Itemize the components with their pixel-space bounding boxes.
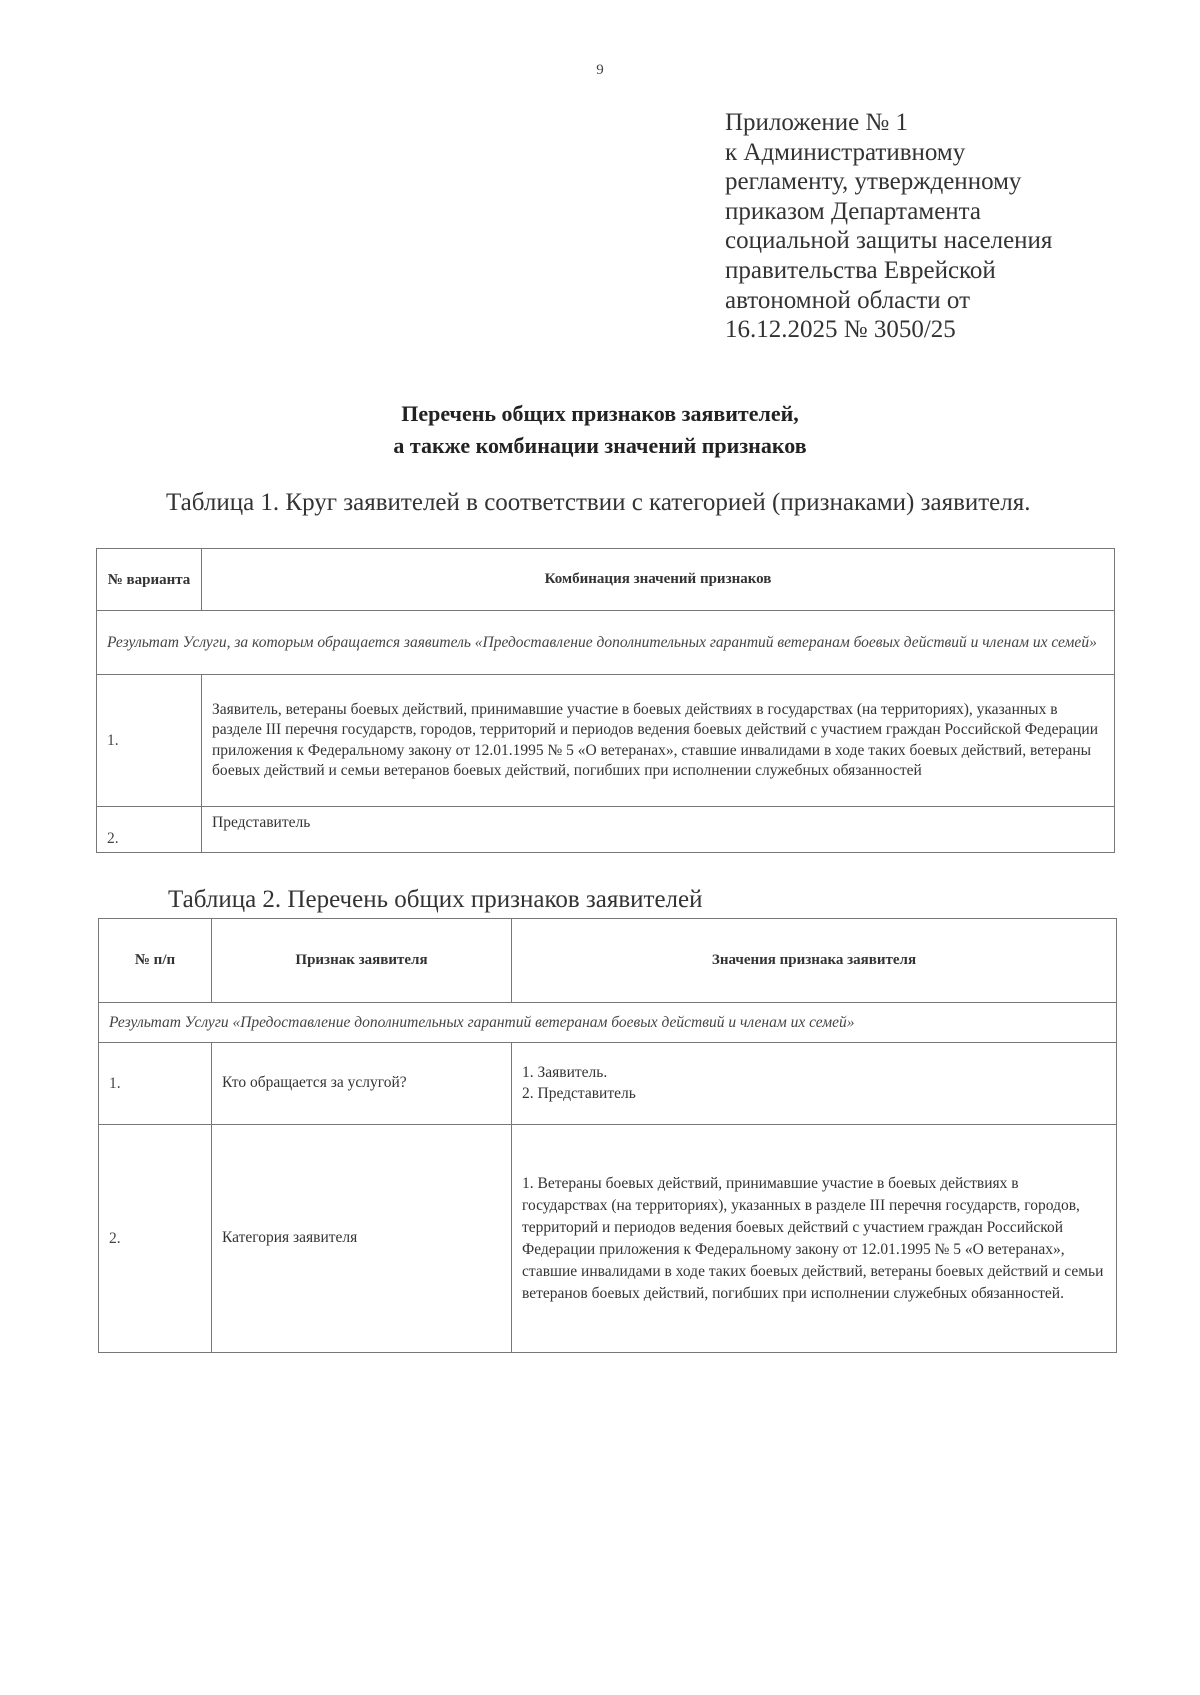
table-row (99, 1125, 1117, 1353)
appendix-line: приказом Департамента (725, 197, 981, 225)
table2-header-values: Значения признака заявителя (512, 919, 1117, 1003)
appendix-block (725, 108, 1145, 345)
table2-row-attribute: Категория заявителя (212, 1125, 512, 1353)
table2-result-text: Результат Услуги «Предоставление дополнительных гарантий ветеранам боевых действий и членам их семей» (99, 1003, 1117, 1043)
table2 (98, 918, 1117, 1353)
table2-header-number: № п/п (99, 919, 212, 1003)
table1-row-number: 1. (97, 675, 202, 807)
appendix-line: Приложение № 1 (725, 109, 909, 136)
table1-header-combination: Комбинация значений признаков (202, 549, 1115, 611)
table2-header-attribute: Признак заявителя (212, 919, 512, 1003)
appendix-line: регламенту, утвержденному (725, 168, 1022, 196)
appendix-line: автономной области от (725, 286, 971, 314)
table1-result-row (97, 611, 1115, 675)
table-row (99, 1043, 1117, 1125)
table1 (96, 548, 1115, 853)
table2-row-number: 1. (99, 1043, 212, 1125)
table2-result-row (99, 1003, 1117, 1043)
table1-header-number: № варианта (97, 549, 202, 611)
appendix-line: социальной защиты населения (725, 227, 1053, 255)
table2-row-values (512, 1125, 1117, 1353)
appendix-line: к Административному (725, 138, 966, 166)
document-title (0, 398, 1200, 462)
table2-row-attribute: Кто обращается за услугой? (212, 1043, 512, 1125)
table1-row-text: Заявитель, ветераны боевых действий, принимавшие участие в боевых действиях в государствах (на территориях), указанных в разделе III перечня государств, городов, территорий и периодов ведения боевых действий с участием граждан Российской Федерации приложения к Федеральному закону от 12.01.1995 № 5 «О ветеранах», ставшие инвалидами в ходе таких боевых действий, ветераны боевых действий и семьи ветеранов боевых действий, погибших при исполнении служебных обязанностей (202, 675, 1115, 807)
table1-row-text: Представитель (202, 807, 1115, 853)
table-row (97, 675, 1115, 807)
table2-value-item: 2. Представитель (522, 1084, 636, 1102)
table-row (97, 807, 1115, 853)
table2-caption: Таблица 2. Перечень общих признаков заявителей (168, 886, 703, 913)
document-title-line: Перечень общих признаков заявителей, (401, 401, 799, 426)
table2-row-values (512, 1043, 1117, 1125)
appendix-line: 16.12.2025 № 3050/25 (725, 316, 956, 344)
table2-row-number: 2. (99, 1125, 212, 1353)
table1-caption: Таблица 1. Круг заявителей в соответствии с категорией (признаками) заявителя. (166, 489, 1031, 516)
table1-header-row (97, 549, 1115, 611)
table1-result-text: Результат Услуги, за которым обращается заявитель «Предоставление дополнительных гарантий ветеранам боевых действий и членам их семей» (97, 611, 1115, 675)
table2-value-item: 1. Ветераны боевых действий, принимавшие участие в боевых действиях в государствах (на территориях), указанных в разделе III перечня государств, городов, территорий и периодов ведения боевых действий с участием граждан Российской Федерации приложения к Федеральному закону от 12.01.1995 № 5 «О ветеранах», ставшие инвалидами в ходе таких боевых действий, ветераны боевых действий и семьи ветеранов боевых действий, погибших при исполнении служебных обязанностей. (522, 1174, 1104, 1302)
table1-row-number: 2. (97, 807, 202, 853)
appendix-line: правительства Еврейской (725, 256, 996, 284)
table2-header-row (99, 919, 1117, 1003)
page-number: 9 (596, 62, 604, 78)
table2-value-item: 1. Заявитель. (522, 1064, 608, 1081)
document-title-line: а также комбинации значений признаков (393, 433, 807, 458)
